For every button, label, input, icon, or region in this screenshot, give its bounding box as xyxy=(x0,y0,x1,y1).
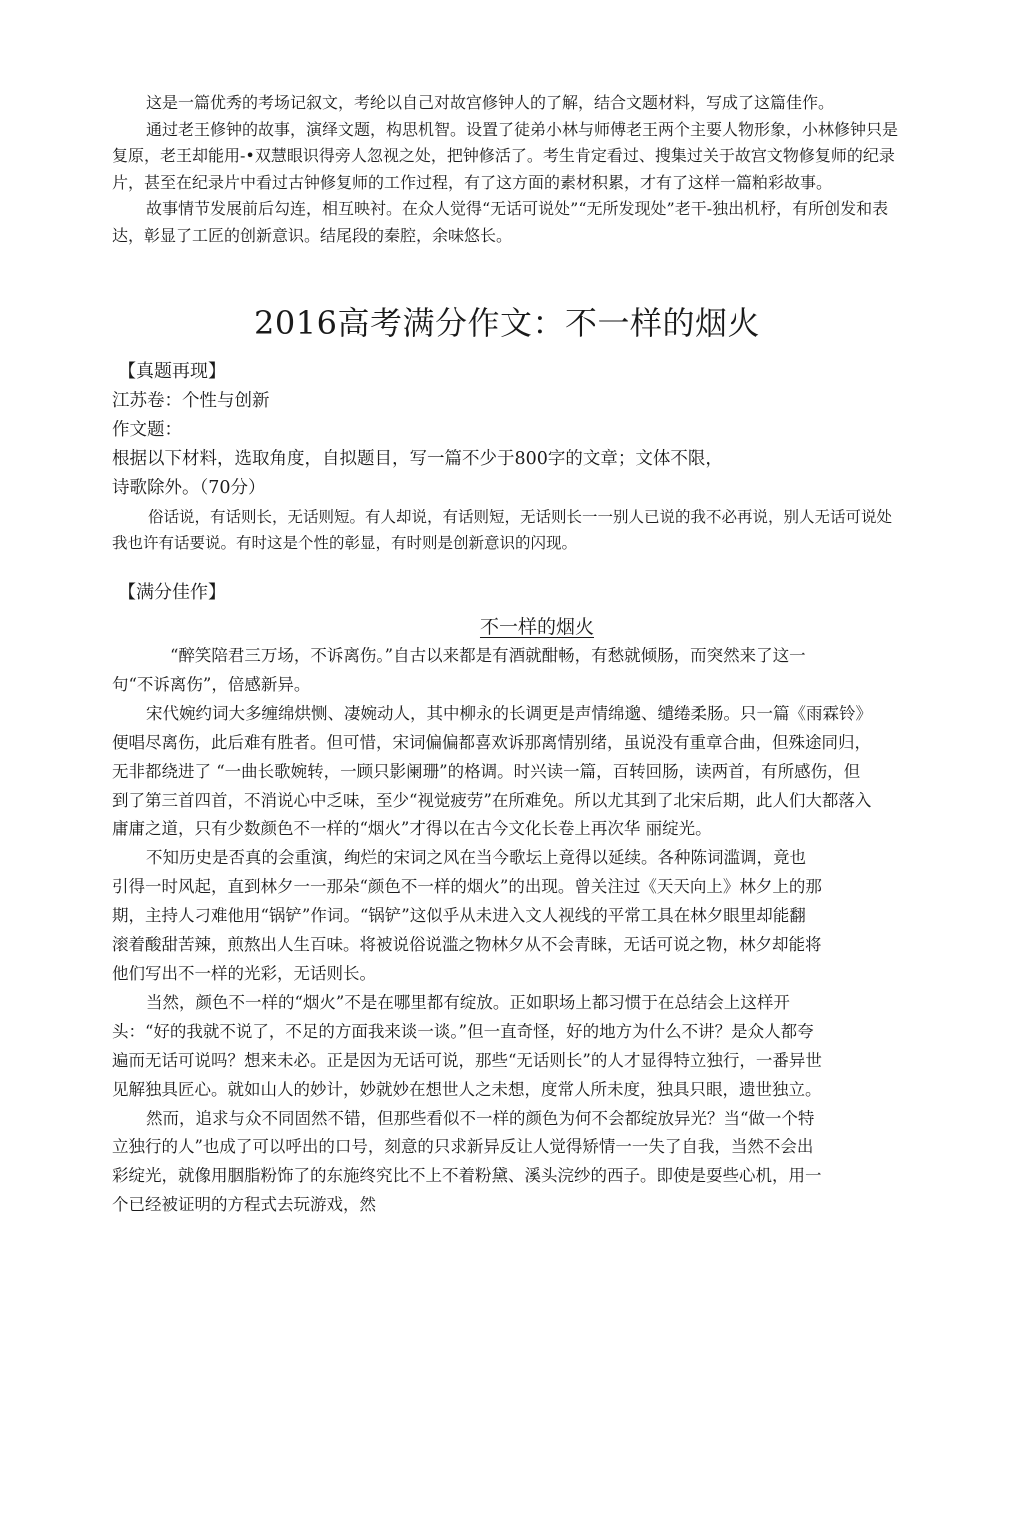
essay-paragraph: 不知历史是否真的会重演，绚烂的宋词之风在当今歌坛上竟得以延续。各种陈词滥调，竟也引得一时风起，直到林夕一一那朵“颜色不一样的烟火”的出现。曾关注过《天天向上》林夕上的那期，主持人刁难他用“锅铲”作词。“锅铲”这似乎从未进入文人视线的平常工具在林夕眼里却能翻滚着酸甜苦辣，煎熬出人生百味。将被说俗说滥之物林夕从不会青睐，无话可说之物，林夕却能将他们写出不一样的光彩，无话则长。 xyxy=(112,848,822,983)
document-content xyxy=(112,90,902,1220)
section-heading-essay: 【满分佳作】 xyxy=(118,582,226,603)
essay-paragraph: “醉笑陪君三万场，不诉离伤。”自古以来都是有酒就酣畅，有愁就倾肠，而突然来了这一句“不诉离伤”，倍感新异。 xyxy=(112,646,806,694)
prompt-line: 诗歌除外。（70分） xyxy=(112,478,266,498)
section-heading-prompt: 【真题再现】 xyxy=(118,361,226,382)
essay-paragraph: 当然，颜色不一样的“烟火”不是在哪里都有绽放。正如职场上都习惯于在总结会上这样开头：“好的我就不说了，不足的方面我来谈一谈。”但一直奇怪，好的地方为什么不讲？是众人都夸遍而无话可说吗？想来未必。正是因为无话可说，那些“无话则长”的人才显得特立独行，一番异世见解独具匠心。就如山人的妙计，妙就妙在想世人之未想，度常人所未度，独具只眼，遗世独立。 xyxy=(112,992,822,1099)
commentary-paragraph: 故事情节发展前后勾连，相互映衬。在众人觉得“无话可说处”“无所发现处”老干-独出机杼，有所创发和表达，彰显了工匠的创新意识。结尾段的秦腔，余味悠长。 xyxy=(112,199,889,245)
prompt-line: 作文题： xyxy=(112,420,182,440)
prompt-block xyxy=(112,387,902,503)
commentary-section xyxy=(112,90,902,249)
essay-title: 不一样的烟火 xyxy=(479,616,594,638)
prompt-material xyxy=(112,504,902,556)
essay-paragraph: 然而，追求与众不同固然不错，但那些看似不一样的颜色为何不会都绽放异光？当“做一个特立独行的人”也成了可以呼出的口号，刻意的只求新异反让人觉得矫情一一失了自我，当然不会出彩绽光，就像用胭脂粉饰了的东施终究比不上不着粉黛、溪头浣纱的西子。即使是耍些心机，用一个已经被证明的方程式去玩游戏，然 xyxy=(112,1108,822,1215)
prompt-line: 江苏卷：个性与创新 xyxy=(112,391,270,411)
prompt-line: 根据以下材料，选取角度，自拟题目，写一篇不少于800字的文章；文体不限， xyxy=(112,449,723,469)
essay-body xyxy=(112,642,902,1220)
material-paragraph: 俗话说，有话则长，无话则短。有人却说，有话则短，无话则长一一别人已说的我不必再说，别人无话可说处我也许有话要说。有时这是个性的彰显，有时则是创新意识的闪现。 xyxy=(112,508,893,552)
document-title: 2016高考满分作文：不一样的烟火 xyxy=(254,304,760,342)
commentary-paragraph: 通过老王修钟的故事，演绎文题，构思机智。设置了徒弟小林与师傅老王两个主要人物形象，小林修钟只是复原，老王却能用-•双慧眼识得旁人忽视之处，把钟修活了。考生肯定看过、搜集过关于故宫文物修复师的纪录片，甚至在纪录片中看过古钟修复师的工作过程，有了这方面的素材积累，才有了这样一篇粕彩故事。 xyxy=(112,119,899,192)
essay-paragraph: 宋代婉约词大多缠绵烘恻、凄婉动人，其中柳永的长调更是声情绵邈、缱绻柔肠。只一篇《雨霖铃》便唱尽离伤，此后难有胜者。但可惜，宋词偏偏都喜欢诉那离情别绪，虽说没有重章合曲，但殊途同归，无非都绕进了 “一曲长歌婉转，一顾只影阑珊”的格调。时兴读一篇，百转回肠，读两首，有所感伤，但到了第三首四首，不消说心中乏味，至少“视觉疲劳”在所难免。所以尤其到了北宋后期，此人们大都落入庸庸之道，只有少数颜色不一样的“烟火”才得以在古今文化长卷上再次华 丽绽光。 xyxy=(112,703,872,839)
commentary-paragraph: 这是一篇优秀的考场记叙文，考纶以自己对故宫修钟人的了解，结合文题材料，写成了这篇佳作。 xyxy=(146,93,835,112)
